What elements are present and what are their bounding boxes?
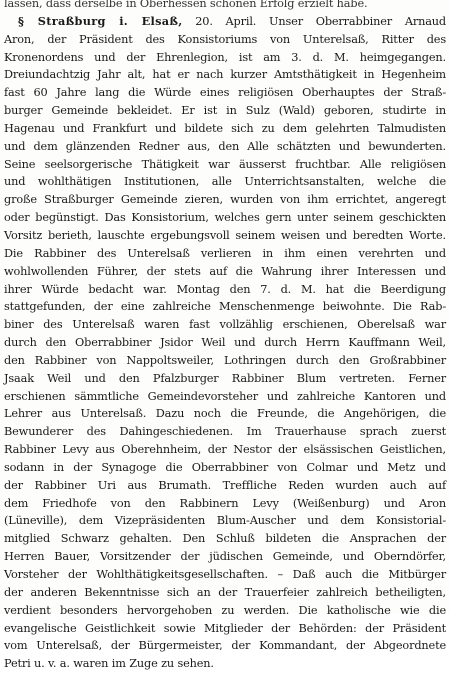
article-line: verdient besonders hervorgehoben zu werden. Die katholische wie die xyxy=(4,603,446,617)
article-line: biner des Unterelsaß waren fast vollzählig erschienen, Oberelsaß war xyxy=(4,318,446,332)
article-line: Seine seelsorgerische Thätigkeit war äusserst fruchtbar. Alle religiösen xyxy=(4,157,446,171)
dateline: § Straßburg i. Elsaß, xyxy=(18,13,183,28)
article-line: wohlwollenden Führer, der stets auf die Wahrung ihrer Interessen und xyxy=(4,264,446,278)
article-line: der anderen Bekenntnisse sich an der Trauerfeier zahlreich betheiligten, xyxy=(4,585,446,599)
article-line: der Rabbiner Uri aus Brumath. Treffliche Reden wurden auch auf xyxy=(4,478,446,492)
article-first-line xyxy=(4,13,446,31)
article-line: evangelische Geistlichkeit sowie Mitglieder der Behörden: der Präsident xyxy=(4,621,446,635)
article-line: Die Rabbiner des Unterelsaß verlieren in ihm einen verehrten und xyxy=(4,246,446,260)
article-line: durch den Oberrabbiner Jsidor Weil und durch Herrn Kauffmann Weil, xyxy=(4,336,446,350)
article-line: Vorsteher der Wohlthätigkeitsgesellschaften. – Daß auch die Mitbürger xyxy=(4,568,446,581)
article-line: sodann in der Synagoge die Oberrabbiner von Colmar und Metz und xyxy=(4,460,446,474)
article-line: stattgefunden, der eine zahlreiche Menschenmenge beiwohnte. Die Rab- xyxy=(4,300,446,314)
article-line: Vorsitz berieth, lauschte ergebungsvoll seinem weisen und beredten Worte. xyxy=(4,228,446,242)
article-line: vom Unterelsaß, der Bürgermeister, der Kommandant, der Abgeordnete xyxy=(4,639,446,653)
article-line: 20. April. Unser Oberrabbiner Arnaud xyxy=(182,14,446,28)
article-line: Herren Bauer, Vorsitzender der jüdischen Gemeinde, und Oberndörfer, xyxy=(4,550,446,564)
article-line: burger Gemeinde bekleidet. Er ist in Sulz (Wald) geboren, studirte in xyxy=(4,104,446,118)
article-line: Jsaak Weil und den Pfalzburger Rabbiner Blum vertreten. Ferner xyxy=(4,371,446,385)
article-line: Bewunderer des Dahingeschiedenen. Im Trauerhause sprach zuerst xyxy=(4,425,446,439)
article-column xyxy=(4,0,446,673)
article-line: (Lüneville), dem Vizepräsidenten Blum-Auscher und dem Konsistorial- xyxy=(4,514,446,528)
article-line: und wohlthätigen Institutionen, alle Unterrichtsanstalten, welche die xyxy=(4,175,446,189)
article-line: Lehrer aus Unterelsaß. Dazu noch die Freunde, die Angehörigen, die xyxy=(4,407,446,421)
article-line: Hagenau und Frankfurt und bildete sich zu dem gelehrten Talmudisten xyxy=(4,121,446,135)
article-line: mitglied Schwarz gehalten. Den Schluß bildeten die Ansprachen der xyxy=(4,532,446,546)
article-line: Aron, der Präsident des Konsistoriums von Unterelsaß, Ritter des xyxy=(4,32,446,46)
article-line: dem Friedhofe von den Rabbinern Levy (Weißenburg) und Aron xyxy=(4,496,446,510)
article-line: ihrer Würde bedacht war. Montag den 7. d. M. hat die Beerdigung xyxy=(4,282,446,296)
article-line: große Straßburger Gemeinde zieren, wurden von ihm errichtet, angeregt xyxy=(4,193,446,207)
article-line: erschienen sämmtliche Gemeindevorsteher und zahlreiche Kantoren und xyxy=(4,389,446,403)
article-line: Dreiundachtzig Jahr alt, hat er nach kurzer Amtsthätigkeit in Hegenheim xyxy=(4,68,446,82)
previous-article-fragment: lassen, dass derselbe in Oberhessen schönen Erfolg erzielt habe. xyxy=(4,0,368,10)
article-line: Kronenordens und der Ehrenlegion, ist am 3. d. M. heimgegangen. xyxy=(4,50,446,64)
article-line: Rabbiner Levy aus Oberehnheim, der Nestor der elsässischen Geistlichen, xyxy=(4,443,446,457)
article-line: den Rabbiner von Nappoltsweiler, Lothringen durch den Großrabbiner xyxy=(4,353,446,367)
article-line: fast 60 Jahre lang die Würde eines religiösen Oberhauptes der Straß- xyxy=(4,86,446,100)
article-line: oder begünstigt. Das Konsistorium, welches gern unter seinem geschickten xyxy=(4,211,446,225)
article-line: und dem glänzenden Redner aus, den Alle schätzten und bewunderten. xyxy=(4,139,446,153)
article-line: Petri u. v. a. waren im Zuge zu sehen. xyxy=(4,657,214,671)
